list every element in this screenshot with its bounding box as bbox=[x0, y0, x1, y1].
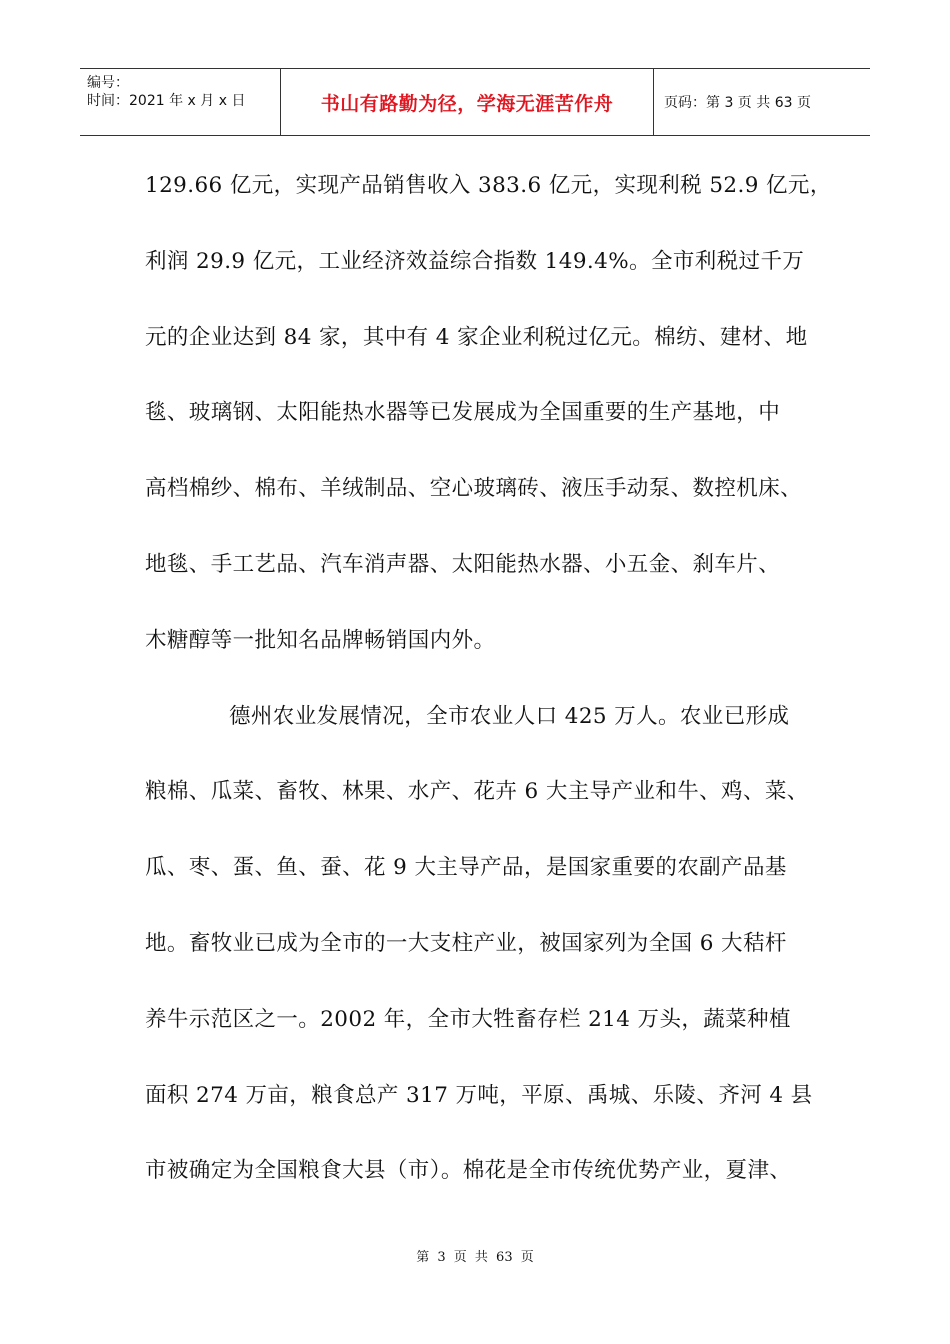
header-page-info: 页码：第 3 页 共 63 页 bbox=[664, 95, 811, 111]
text-line: 地。畜牧业已成为全市的一大支柱产业，被国家列为全国 6 大秸杆 bbox=[145, 930, 787, 956]
text-line: 瓜、枣、蛋、鱼、蚕、花 9 大主导产品，是国家重要的农副产品基 bbox=[145, 855, 787, 881]
paragraph-start-line: 德州农业发展情况，全市农业人口 425 万人。农业已形成 bbox=[229, 703, 790, 729]
header-meta bbox=[80, 69, 281, 135]
text-line: 面积 274 万亩，粮食总产 317 万吨，平原、禹城、乐陵、齐河 4 县 bbox=[145, 1082, 813, 1108]
document-body bbox=[145, 160, 835, 1221]
page-header bbox=[80, 68, 870, 136]
time-label: 时间：2021 年 x 月 x 日 bbox=[87, 93, 246, 109]
text-line: 元的企业达到 84 家，其中有 4 家企业利税过亿元。棉纺、建材、地 bbox=[145, 324, 808, 350]
number-label: 编号： bbox=[87, 75, 129, 91]
text-line: 利润 29.9 亿元，工业经济效益综合指数 149.4%。全市利税过千万 bbox=[145, 248, 805, 274]
text-line: 地毯、手工艺品、汽车消声器、太阳能热水器、小五金、刹车片、 bbox=[145, 551, 781, 577]
text-line: 高档棉纱、棉布、羊绒制品、空心玻璃砖、液压手动泵、数控机床、 bbox=[145, 476, 803, 502]
text-line: 毯、玻璃钢、太阳能热水器等已发展成为全国重要的生产基地，中 bbox=[145, 400, 781, 426]
header-motto: 书山有路勤为径，学海无涯苦作舟 bbox=[281, 69, 654, 135]
text-line: 市被确定为全国粮食大县（市）。棉花是全市传统优势产业，夏津、 bbox=[145, 1158, 792, 1184]
text-line: 养牛示范区之一。2002 年，全市大牲畜存栏 214 万头，蔬菜种植 bbox=[145, 1006, 791, 1032]
text-line: 粮棉、瓜菜、畜牧、林果、水产、花卉 6 大主导产业和牛、鸡、菜、 bbox=[145, 779, 809, 805]
text-line: 木糖醇等一批知名品牌畅销国内外。 bbox=[145, 627, 496, 653]
page-footer: 第 3 页 共 63 页 bbox=[416, 1250, 534, 1265]
text-line: 129.66 亿元，实现产品销售收入 383.6 亿元，实现利税 52.9 亿元， bbox=[145, 173, 832, 198]
